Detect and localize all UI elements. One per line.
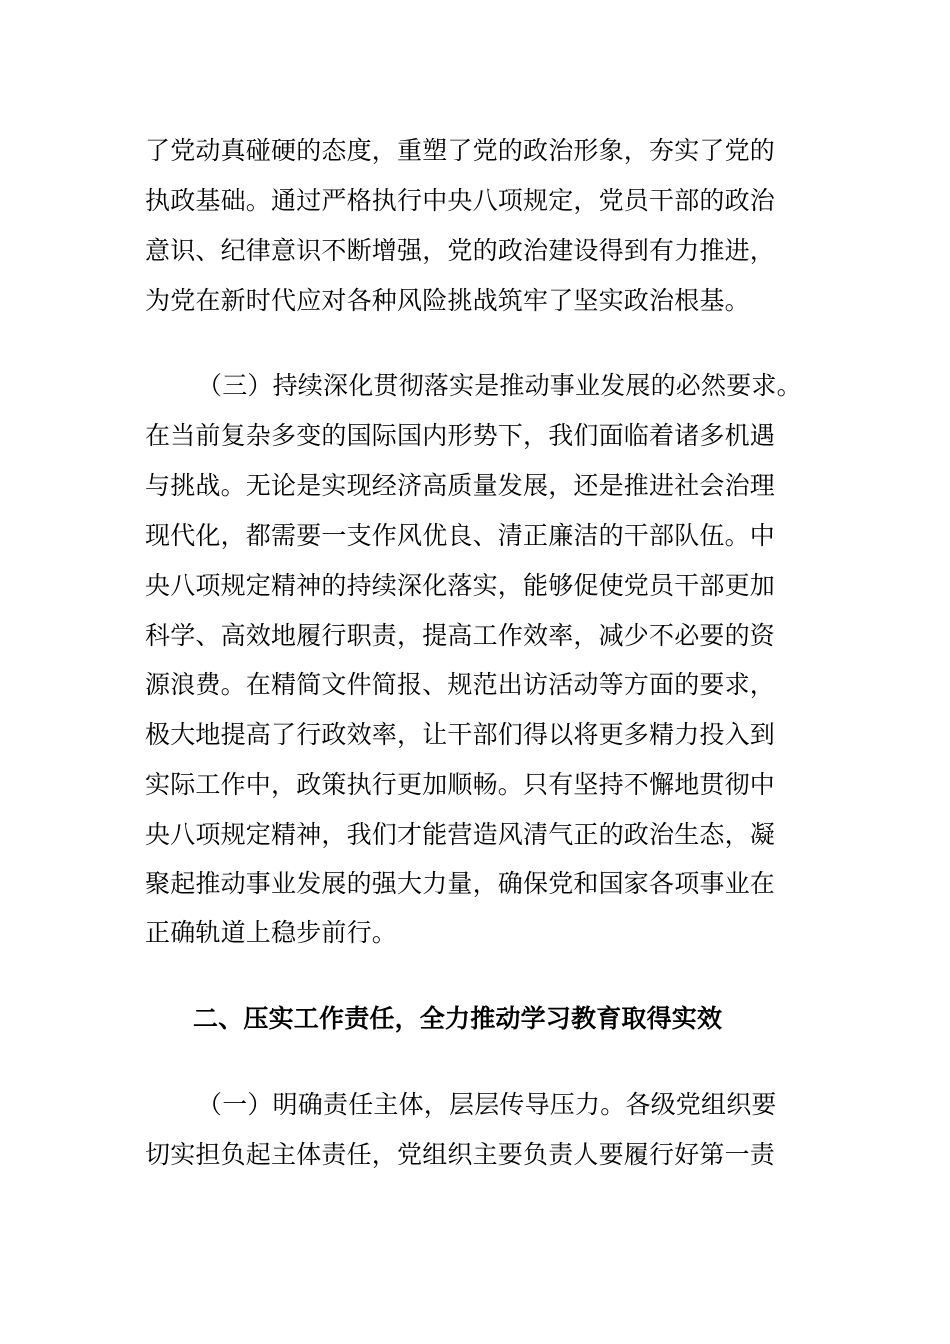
subsection-title-line: （三）持续深化贯彻落实是推动事业发展的必然要求。: [197, 371, 802, 400]
paragraph-line: 实际工作中，政策执行更加顺畅。只有坚持不懈地贯彻中: [145, 770, 776, 799]
paragraph-line: 为党在新时代应对各种风险挑战筑牢了坚实政治根基。: [145, 286, 750, 315]
paragraph-line: 在当前复杂多变的国际国内形势下，我们面临着诸多机遇: [145, 421, 776, 450]
paragraph-line: 央八项规定精神，我们才能营造风清气正的政治生态，凝: [145, 820, 776, 849]
paragraph-line: 切实担负起主体责任，党组织主要负责人要履行好第一责: [145, 1140, 776, 1169]
paragraph-line: 意识、纪律意识不断增强，党的政治建设得到有力推进，: [145, 236, 776, 265]
paragraph-line: 央八项规定精神的持续深化落实，能够促使党员干部更加: [145, 571, 776, 600]
paragraph-line: 源浪费。在精简文件简报、规范出访活动等方面的要求，: [145, 670, 776, 699]
paragraph-line: 了党动真碰硬的态度，重塑了党的政治形象，夯实了党的: [145, 136, 776, 165]
section-heading: 二、压实工作责任，全力推动学习教育取得实效: [193, 1004, 723, 1033]
paragraph-line: 与挑战。无论是实现经济高质量发展，还是推进社会治理: [145, 471, 776, 500]
subsection-title-line: （一）明确责任主体，层层传导压力。各级党组织要: [197, 1090, 777, 1119]
paragraph-line: 执政基础。通过严格执行中央八项规定，党员干部的政治: [145, 186, 776, 215]
paragraph-line: 聚起推动事业发展的强大力量，确保党和国家各项事业在: [145, 869, 776, 898]
paragraph-line: 科学、高效地履行职责，提高工作效率，减少不必要的资: [145, 621, 776, 650]
paragraph-line: 极大地提高了行政效率，让干部们得以将更多精力投入到: [145, 720, 776, 749]
paragraph-line: 现代化，都需要一支作风优良、清正廉洁的干部队伍。中: [145, 521, 776, 550]
paragraph-line: 正确轨道上稳步前行。: [145, 918, 398, 947]
